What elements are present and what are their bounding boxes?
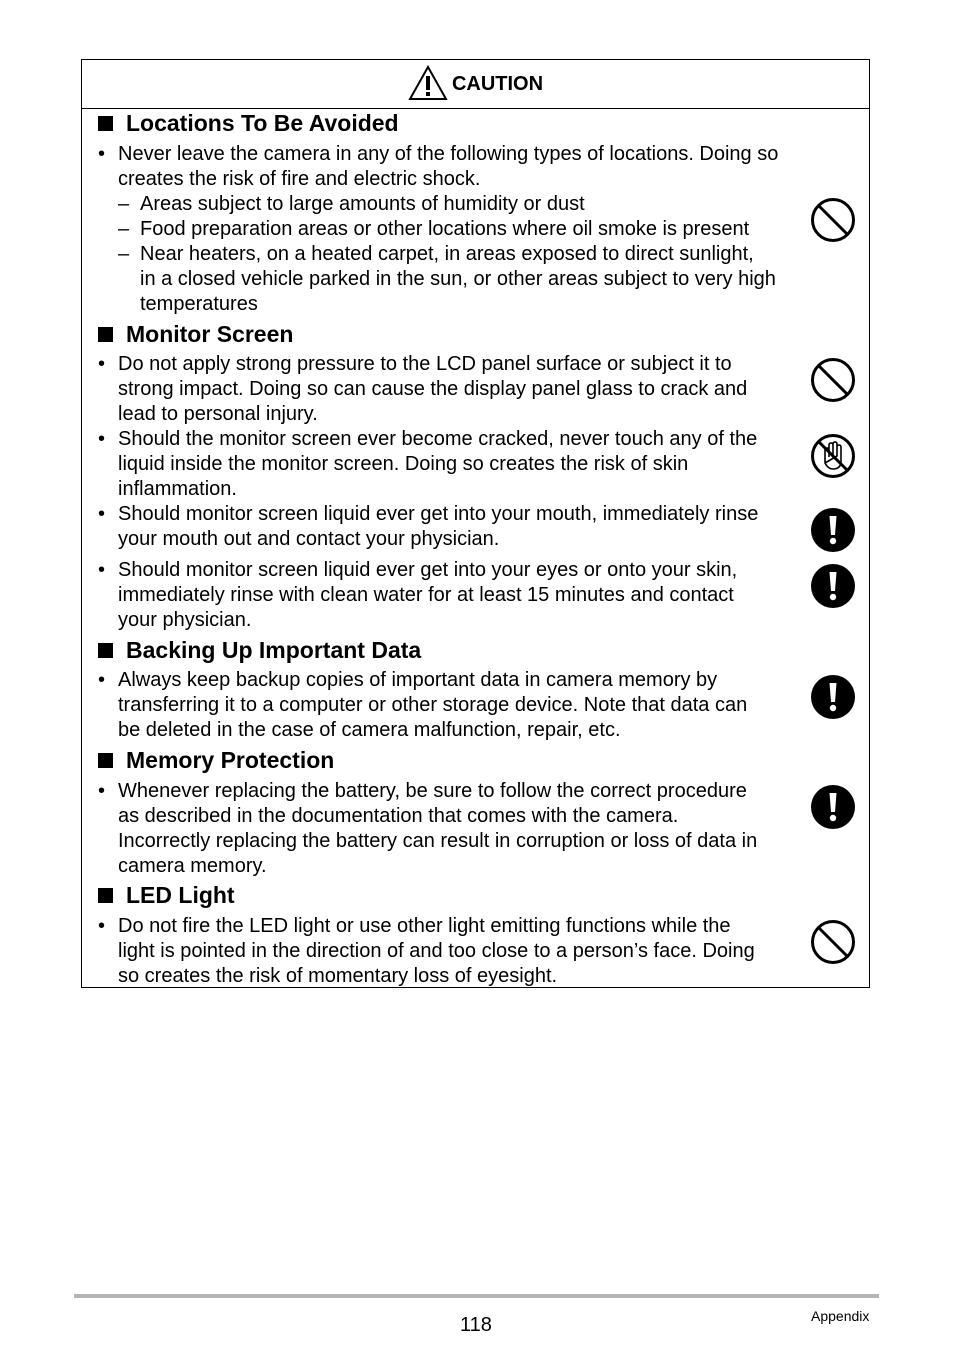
led-bullet-1: Do not fire the LED light or use other light emitting functions while the light is pointed in the direction of and too close to a person’s face. Doing so creates the risk of momentary loss of eyesight. — [118, 915, 755, 987]
bullet-marker: • — [98, 780, 106, 802]
monitor-bullet-3: Should monitor screen liquid ever get into your mouth, immediately rinse your mouth out and contact your physician. — [118, 503, 759, 550]
heading-led — [98, 882, 235, 908]
heading-memory — [98, 747, 334, 773]
warning-triangle-icon — [408, 65, 448, 101]
footer-section-label: Appendix — [811, 1308, 870, 1324]
bullet-marker: • — [98, 559, 106, 581]
mandatory-action-icon — [810, 674, 856, 720]
locations-dash-3: Near heaters, on a heated carpet, in areas exposed to direct sunlight, in a closed vehicle parked in the sun, or other areas subject to very high temperatures — [140, 243, 776, 315]
heading-monitor — [98, 321, 293, 347]
locations-bullet-1: Never leave the camera in any of the following types of locations. Doing so creates the risk of fire and electric shock. — [118, 143, 779, 190]
caution-box — [81, 59, 870, 988]
backup-bullet-1: Always keep backup copies of important data in camera memory by transferring it to a computer or other storage device. Note that data can be deleted in the case of camera malfunction, repair, etc. — [118, 669, 748, 741]
mandatory-action-icon — [810, 563, 856, 609]
dash-marker: – — [118, 218, 130, 240]
page-number: 118 — [460, 1314, 492, 1336]
dash-marker: – — [118, 193, 130, 215]
prohibition-icon — [810, 919, 856, 965]
mandatory-action-icon — [810, 507, 856, 553]
caution-title: CAUTION — [451, 72, 544, 95]
heading-square-marker — [98, 116, 113, 131]
locations-dash-1: Areas subject to large amounts of humidity or dust — [140, 193, 585, 215]
heading-locations-text: Locations To Be Avoided — [126, 110, 399, 136]
monitor-bullet-1: Do not apply strong pressure to the LCD panel surface or subject it to strong impact. Doing so can cause the display panel glass to crack and lead to personal injury. — [118, 353, 748, 425]
bullet-marker: • — [98, 143, 106, 165]
bullet-marker: • — [98, 669, 106, 691]
heading-square-marker — [98, 753, 113, 768]
bullet-marker: • — [98, 503, 106, 525]
footer-rule — [74, 1294, 879, 1298]
heading-backup-text: Backing Up Important Data — [126, 637, 422, 663]
heading-monitor-text: Monitor Screen — [126, 321, 294, 347]
monitor-bullet-4: Should monitor screen liquid ever get into your eyes or onto your skin, immediately rinse with clean water for at least 15 minutes and contact your physician. — [118, 559, 738, 631]
heading-square-marker — [98, 327, 113, 342]
locations-dash-2: Food preparation areas or other locations where oil smoke is present — [140, 218, 750, 240]
heading-square-marker — [98, 888, 113, 903]
heading-memory-text: Memory Protection — [126, 747, 335, 773]
no-touch-icon — [810, 433, 856, 479]
memory-bullet-1: Whenever replacing the battery, be sure to follow the correct procedure as described in the documentation that comes with the camera. Incorrectly replacing the battery can result in corruption or loss of data in camera memory. — [118, 780, 758, 877]
prohibition-icon — [810, 357, 856, 403]
dash-marker: – — [118, 243, 130, 265]
mandatory-action-icon — [810, 784, 856, 830]
caution-header — [82, 60, 869, 109]
heading-square-marker — [98, 643, 113, 658]
monitor-bullet-2: Should the monitor screen ever become cracked, never touch any of the liquid inside the monitor screen. Doing so creates the risk of skin inflammation. — [118, 428, 758, 500]
heading-backup — [98, 637, 421, 663]
prohibition-icon — [810, 197, 856, 243]
bullet-marker: • — [98, 428, 106, 450]
heading-led-text: LED Light — [126, 882, 235, 908]
bullet-marker: • — [98, 915, 106, 937]
bullet-marker: • — [98, 353, 106, 375]
heading-locations — [98, 110, 399, 136]
